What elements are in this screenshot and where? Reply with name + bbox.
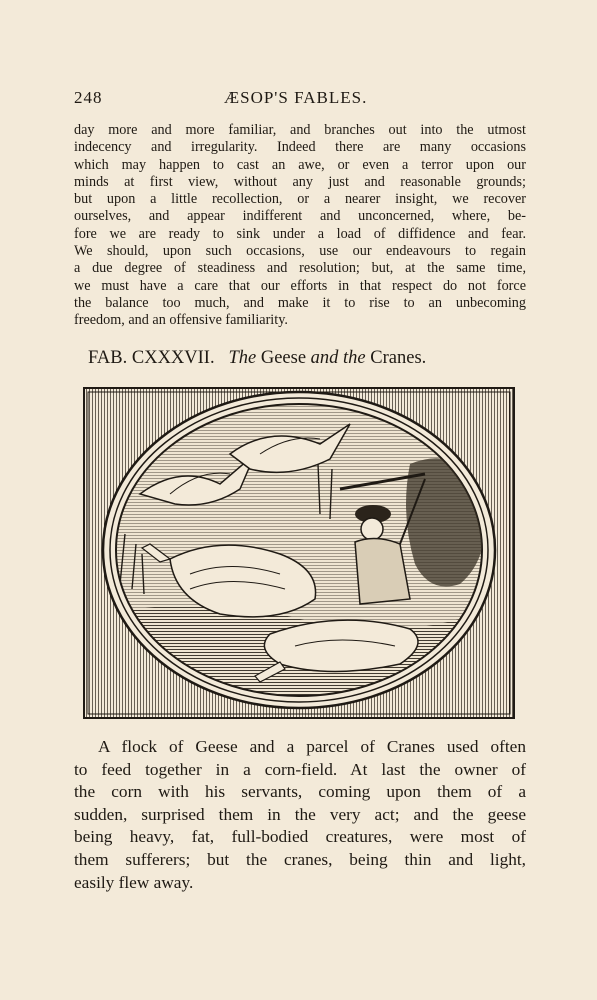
woodcut-geese-cranes-image [80, 384, 518, 722]
page-number: 248 [74, 88, 103, 107]
text-line: ourselves, and appear indifferent and unconcerned, where, be- [74, 208, 526, 225]
text-line: a due degree of steadiness and resolution; but, at the same time, [74, 260, 526, 277]
text-line: but upon a little recollection, or a nearer insight, we recover [74, 191, 526, 208]
fable-paragraph [74, 736, 526, 894]
text-line: A flock of Geese and a parcel of Cranes used often [98, 737, 526, 756]
title-word-the2: the [343, 348, 366, 368]
text-line: minds at first view, without any just and reasonable grounds; [74, 173, 526, 190]
text-line: to feed together in a corn-field. At last the owner of [74, 759, 526, 779]
fable-number: FAB. CXXXVII. [88, 348, 215, 368]
title-word-cranes: Cranes. [370, 348, 427, 368]
text-line: easily flew away. [74, 872, 194, 892]
text-line: the balance too much, and make it to rise to an unbecoming [74, 294, 526, 311]
text-line: We should, upon such occasions, use our endeavours to regain [74, 243, 526, 260]
fable-heading [88, 348, 518, 369]
text-line: freedom, and an offensive familiarity. [74, 312, 288, 329]
running-title: ÆSOP'S FABLES. [224, 88, 368, 107]
text-line: indecency and irregularity. Indeed there are many occasions [74, 139, 526, 156]
title-word-the: The [228, 348, 257, 368]
text-line: fore we are ready to sink under a load of diffidence and fear. [74, 225, 526, 242]
woodcut-illustration [80, 384, 518, 722]
text-line: which may happen to cast an awe, or even a terror upon our [74, 156, 526, 173]
title-word-and: and [310, 348, 339, 368]
text-line: being heavy, fat, full-bodied creatures, were most of [74, 827, 526, 847]
text-line: we must have a care that our efforts in that respect do not force [74, 277, 526, 294]
running-head [74, 88, 526, 112]
text-line: the corn with his servants, coming upon them of a [74, 782, 526, 802]
title-word-geese: Geese [260, 348, 307, 368]
text-line: them sufferers; but the cranes, being thin and light, [74, 849, 526, 869]
moral-paragraph [74, 122, 526, 330]
text-line: day more and more familiar, and branches out into the utmost [74, 122, 526, 138]
text-line: sudden, surprised them in the very act; and the geese [74, 804, 526, 824]
